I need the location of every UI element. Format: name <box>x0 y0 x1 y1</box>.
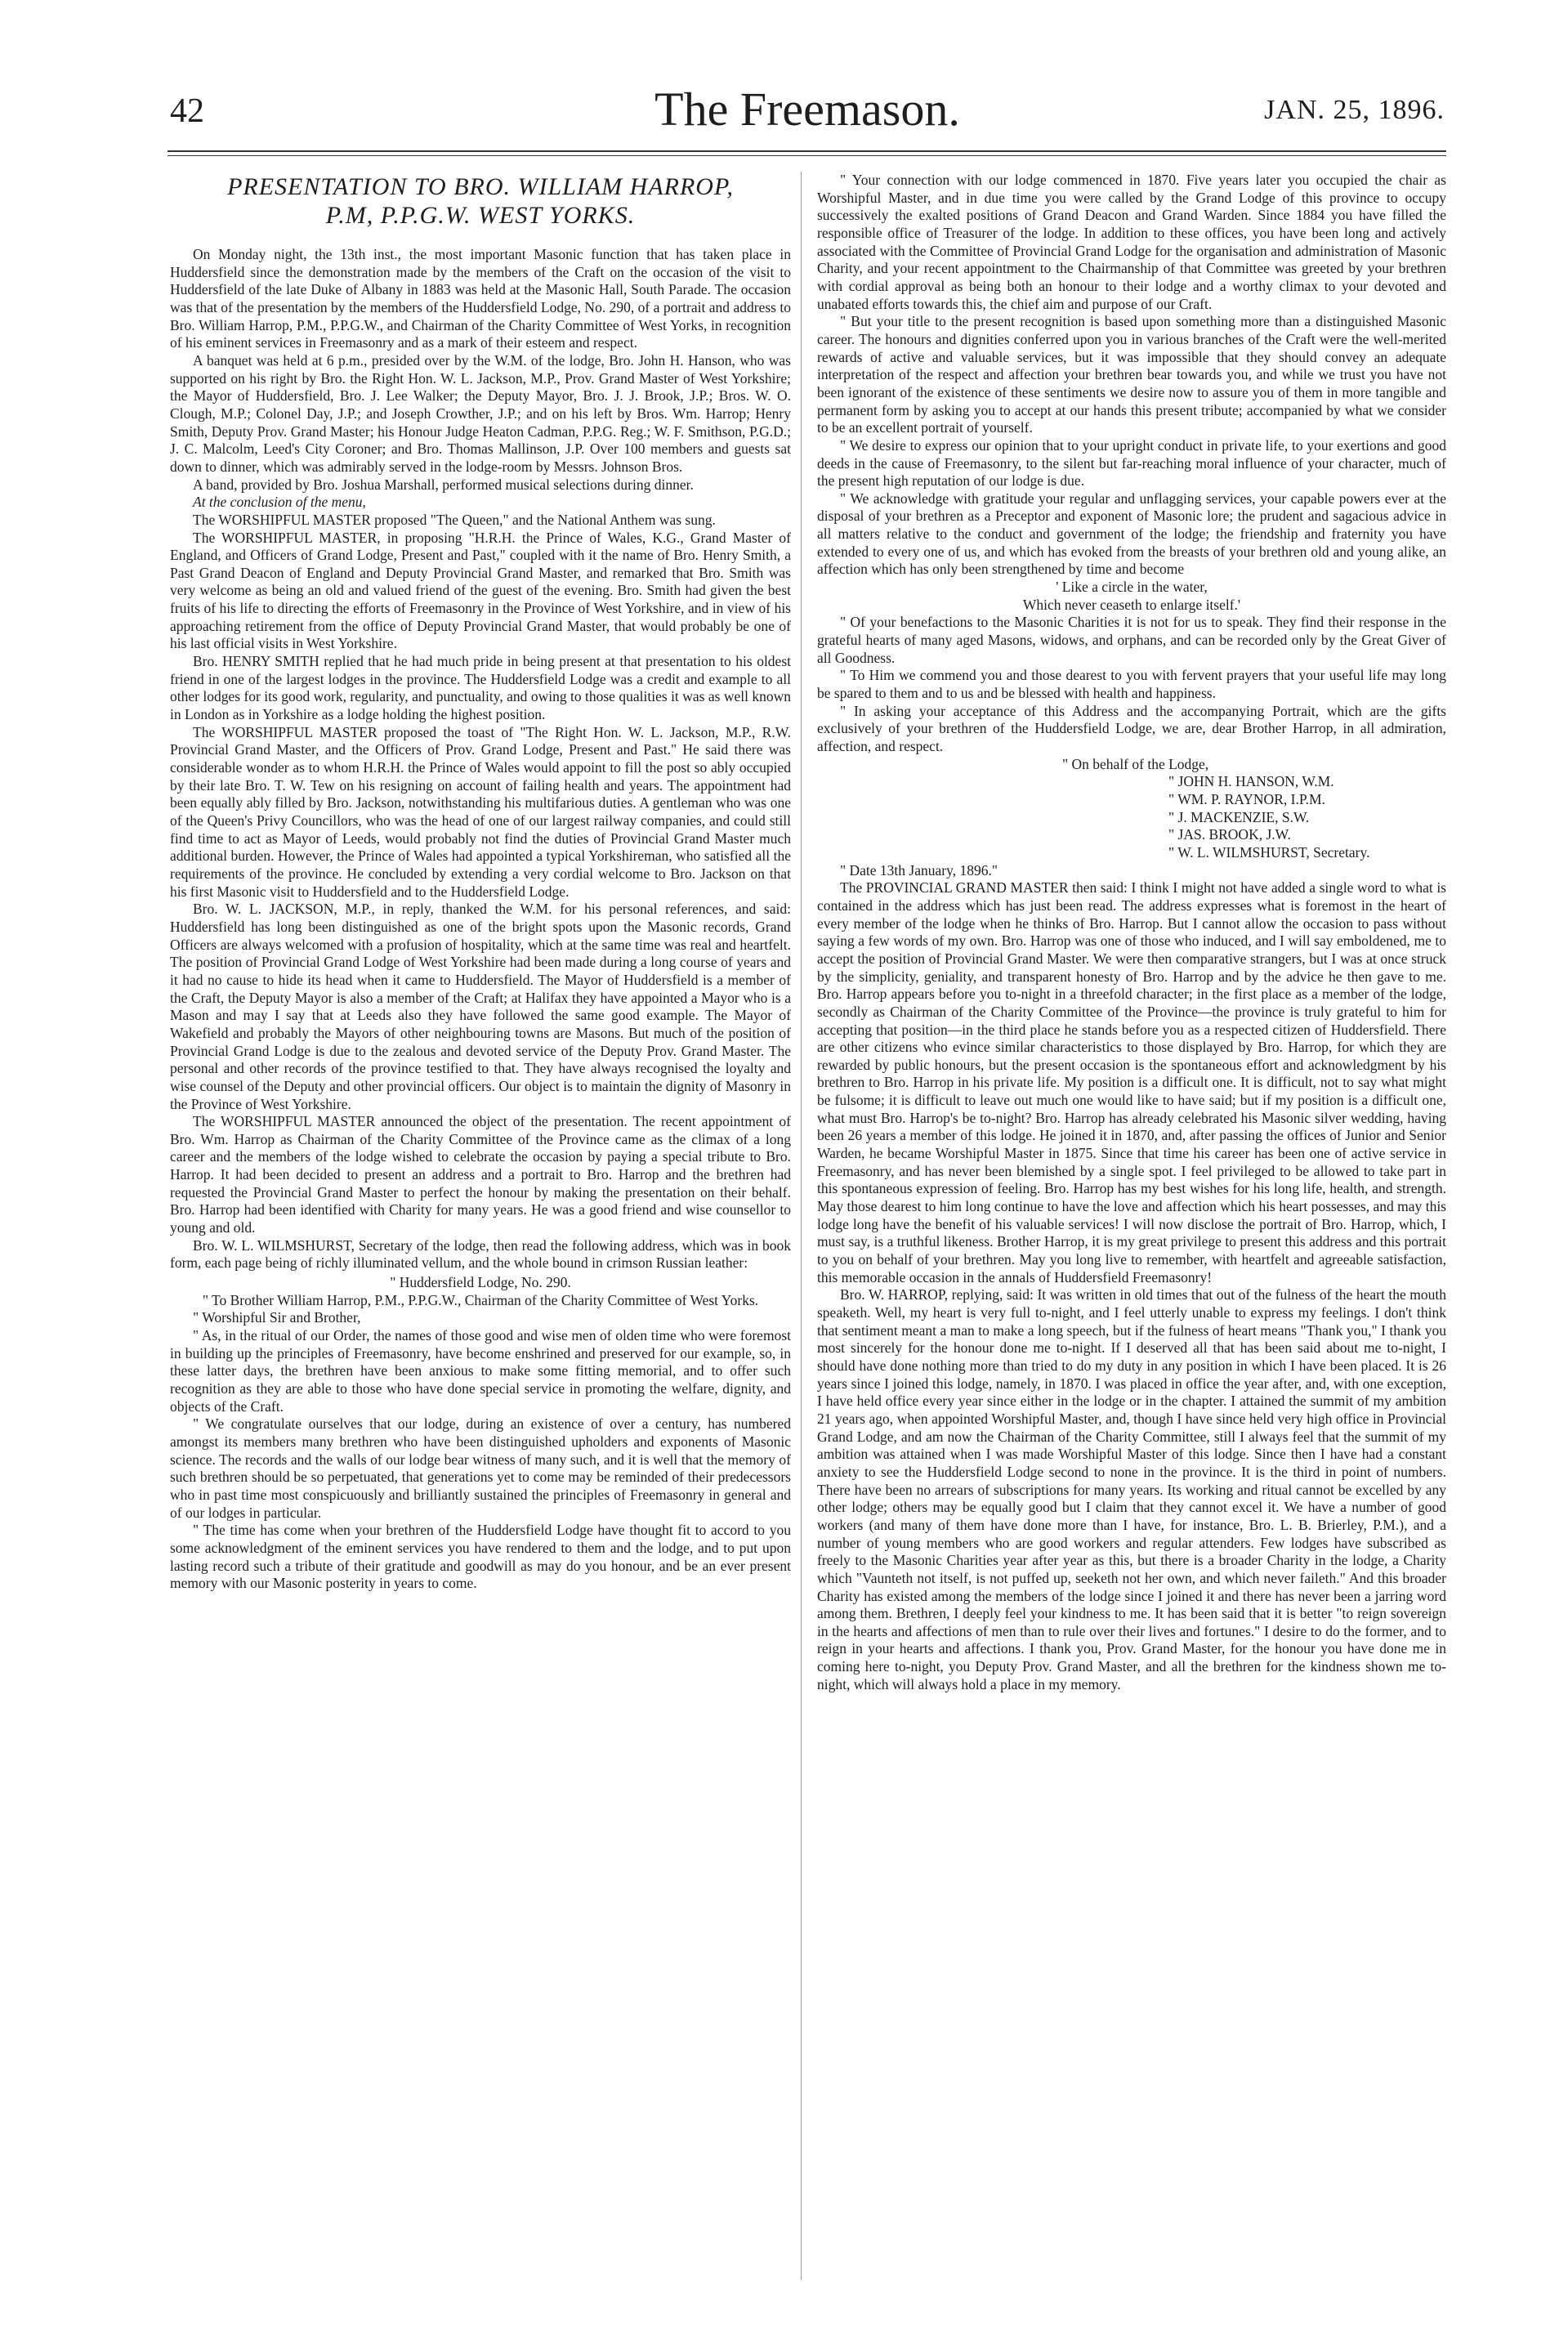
article-title <box>170 173 791 230</box>
address-date: " Date 13th January, 1896." <box>840 861 998 879</box>
paragraph: " We desire to express our opinion that to your upright conduct in private life, to your exertions and good deeds in the cause of Freemasonry, to the silent but far-reaching moral influence of your character, much of the present high reputation of our lodge is due. <box>817 436 1446 490</box>
signatory: " JOHN H. HANSON, W.M. <box>1168 773 1334 790</box>
signatory: " JAS. BROOK, J.W. <box>1168 826 1291 843</box>
signatory: " WM. P. RAYNOR, I.P.M. <box>1168 790 1325 807</box>
page-header <box>170 82 1445 147</box>
paragraph: The WORSHIPFUL MASTER, in proposing "H.R.H. the Prince of Wales, K.G., Grand Master of England, and Officers of Grand Lodge, Present and Past," coupled with it the name of Bro. Henry Smith, a Past Grand Deacon of England and Deputy Provincial Grand Master, and remarked that Bro. Smith was very welcome as being an old and valued friend of the guest of the evening. Bro. Smith had given the best fruits of his life to directing the efforts of Freemasonry in the Province of West Yorkshire, and in view of his approaching retirement from the office of Deputy Provincial Grand Master, that would probably be one of his last official visits in West Yorkshire. <box>170 529 791 652</box>
column-divider <box>801 172 802 2280</box>
left-column <box>170 172 791 2296</box>
header-rule <box>168 150 1446 152</box>
signatory: " J. MACKENZIE, S.W. <box>1168 808 1310 825</box>
paragraph: Bro. W. HARROP, replying, said: It was written in old times that out of the fulness of the heart the mouth speaketh. Well, my heart is very full to-night, and I feel utterly unable to express my feelings. I don't think that sentiment meant a man to make a long speech, but if the fulness of heart means "Thank you," I thank you most sincerely for the honour done me to-night. If I deserved all that has been said about me to-night, I should have done nothing more than tried to do my duty in any position in which I have been placed. It is 26 years since I joined this lodge, namely, in 1870. I was placed in office the year after, and, with one exception, I have held office every year since either in the lodge or in the chapter. I attained the summit of my ambition 21 years ago, when appointed Worshipful Master, and, though I have since held very high office in Provincial Grand Lodge, and am now the Chairman of the Charity Committee, still I always feel that the summit of my ambition was attained when I was made Worshipful Master of this lodge. Since then I have had a constant anxiety to see the Huddersfield Lodge second to none in the province. It is the third in point of numbers. There have been no arrears of subscriptions for many years. Its working and ritual cannot be excelled by any other lodge; others may be equally good but I claim that they cannot excel it. We have a number of good workers (and many of them have done more than I have, for instance, Bro. L. B. Brierley, P.M.), and a number of young members who are good workers and regular attenders. Few lodges have subscribed as freely to the Masonic Charities year after year as this, but there is a broader Charity in the lodge, a Charity which "Vaunteth not itself, is not puffed up, seeketh not her own, and which never faileth." And this broader Charity has existed among the members of the lodge since I joined it and there has never been a jarring word among them. Brethren, I deeply feel your kindness to me. It has been said that it is better "to reign sovereign in the hearts and affections of men than to rule over their lives and fortunes." I desire to do the former, and to reign in your hearts and affections. I thank you, Prov. Grand Master, for the honour you have done me in coming here to-night, you Deputy Prov. Grand Master, and all the brethren for the kindness shown me to-night, which will always hold a place in my memory. <box>817 1286 1446 1692</box>
page-number: 42 <box>170 92 204 130</box>
signatory-intro: " On behalf of the Lodge, <box>1062 755 1209 772</box>
paragraph: A band, provided by Bro. Joshua Marshall, performed musical selections during dinner. <box>193 476 694 493</box>
paragraph: On Monday night, the 13th inst., the most important Masonic function that has taken place in Huddersfield since the demonstration made by the members of the Craft on the occasion of the visit to Huddersfield of the late Duke of Albany in 1883 was held at the Masonic Hall, South Parade. The occasion was that of the presentation by the members of the Huddersfield Lodge, No. 290, of a portrait and address to Bro. William Harrop, P.M., P.P.G.W., and Chairman of the Charity Committee of West Yorks, in recognition of his eminent services in Freemasonry and as a mark of their esteem and respect. <box>170 246 791 351</box>
quote-line: ' Like a circle in the water, <box>1056 579 1208 596</box>
issue-date: JAN. 25, 1896. <box>1264 95 1445 125</box>
paragraph: At the conclusion of the menu, <box>193 494 366 511</box>
address-recipient: " To Brother William Harrop, P.M., P.P.G.W., Chairman of the Charity Committee of West Yorks. <box>202 1291 759 1308</box>
paragraph: The WORSHIPFUL MASTER proposed the toast of "The Right Hon. W. L. Jackson, M.P., R.W. Provincial Grand Master, and the Officers of Prov. Grand Lodge, Present and Past." He said there was considerable wonder as to whom H.R.H. the Prince of Wales would appoint to fill the post so ably occupied by their late Bro. T. W. Tew on his resigning on account of failing health and years. The appointment had been equally ably filled by Bro. Jackson, notwithstanding his multifarious duties. A gentleman who was one of the Queen's Privy Councillors, who was the head of one of our largest railway companies, and could still find time to act as Mayor of Leeds, would probably not find the duties of Provincial Grand Master much additional burden. However, the Prince of Wales had appointed a typical Yorkshireman, who satisfied all the requirements of the province. He concluded by extending a very cordial welcome to Bro. Jackson on that his first Masonic visit to Huddersfield and to the Huddersfield Lodge. <box>170 723 791 900</box>
article-title-line-1: PRESENTATION TO BRO. WILLIAM HARROP, <box>227 173 734 200</box>
paragraph: " To Him we commend you and those dearest to you with fervent prayers that your useful life may long be spared to them and to us and be blessed with health and happiness. <box>817 667 1446 702</box>
paragraph: The WORSHIPFUL MASTER proposed "The Queen," and the National Anthem was sung. <box>193 511 716 528</box>
address-salutation: " Worshipful Sir and Brother, <box>193 1309 361 1326</box>
paragraph: The WORSHIPFUL MASTER announced the object of the presentation. The recent appointment of Bro. Wm. Harrop as Chairman of the Charity Committee of the Province came as the climax of a long career and the members of the lodge wished to celebrate the occasion by paying a special tribute to Bro. Harrop. It had been decided to present an address and a portrait to Bro. Harrop and the brethren had requested the Provincial Grand Master to perfect the honour by making the presentation on their behalf. Bro. Harrop had been identified with Charity for many years. He was a good friend and wise counsellor to young and old. <box>170 1113 791 1236</box>
header-rule-thin <box>168 155 1446 156</box>
paragraph: " In asking your acceptance of this Address and the accompanying Portrait, which are the gifts exclusively of your brethren of the Huddersfield Lodge, we are, dear Brother Harrop, in all admiration, affection, and respect. <box>817 702 1446 754</box>
paragraph: Bro. HENRY SMITH replied that he had much pride in being present at that presentation to his oldest friend in one of the largest lodges in the province. The Huddersfield Lodge was a credit and example to all other lodges for its good work, regularity, and punctuality, and owing to those qualities it was as well known in London as in Yorkshire as a lodge holding the highest position. <box>170 653 791 723</box>
publication-title: The Freemason. <box>654 83 960 136</box>
paragraph: A banquet was held at 6 p.m., presided over by the W.M. of the lodge, Bro. John H. Hanson, who was supported on his right by Bro. the Right Hon. W. L. Jackson, M.P., Prov. Grand Master of West Yorkshire; the Mayor of Huddersfield, Bro. J. Lee Walker; the Deputy Mayor, Bro. J. J. Brook, J.P.; Bros. W. O. Clough, M.P.; Colonel Day, J.P.; and Joseph Crowther, J.P.; and on his left by Bros. Wm. Harrop; Henry Smith, Deputy Prov. Grand Master; his Honour Judge Heaton Cadman, P.P.G. Reg.; W. F. Smithson, P.G.D.; J. C. Malcolm, Leed's City Coroner; and Bro. Thomas Mallinson, J.P. Over 100 members and guests sat down to dinner, which was admirably served in the lodge-room by Messrs. Johnson Bros. <box>170 351 791 475</box>
paragraph: " As, in the ritual of our Order, the names of those good and wise men of olden time who were foremost in building up the principles of Freemasonry, have become enshrined and preserved for our example, so, in these latter days, the brethren have been anxious to make some fitting memorial, and to offer such recognition as they are able to those who have done special service in promoting the welfare, dignity, and objects of the Craft. <box>170 1327 791 1415</box>
address-heading: " Huddersfield Lodge, No. 290. <box>390 1274 571 1291</box>
paragraph: Bro. W. L. WILMSHURST, Secretary of the lodge, then read the following address, which was in book form, each page being of richly illuminated vellum, and the whole bound in crimson Russian leather: <box>170 1236 791 1272</box>
paragraph: The PROVINCIAL GRAND MASTER then said: I think I might not have added a single word to what is contained in the address which has just been read. The address expresses what is foremost in the heart of every member of the lodge when he thinks of Bro. Harrop. But I cannot allow the occasion to pass without saying a few words of my own. Bro. Harrop was one of those who induced, and I will say emboldened, me to accept the position of Provincial Grand Master. We were then comparative strangers, but I was at once struck by the simplicity, geniality, and transparent honesty of Bro. Harrop and by the advice he then gave to me. Bro. Harrop appears before you to-night in a threefold character; in the first place as a member of the lodge, secondly as Chairman of the Charity Committee of the Province—the province is truly grateful to him for accepting that position—in the third place he stands before you as a respected citizen of Huddersfield. There are other citizens who evince similar characteristics to those displayed by Bro. Harrop, for which they are rewarded by public honours, but the present occasion is the spontaneous effort and acknowledgment by his brethren to Bro. Harrop in his private life. My position is a difficult one. It is difficult, not to say what might be fulsome; it is difficult to leave out much one would like to have said; but if my position is a difficult one, what must Bro. Harrop's be to-night? Bro. Harrop has already celebrated his Masonic silver wedding, having been 26 years a member of this lodge. He joined it in 1870, and, after passing the offices of Junior and Senior Warden, he became Worshipful Master in 1875. Since that time his career has been one of active service in Freemasonry, and has never been blemished by a single spot. I feel privileged to be allowed to take part in this spontaneous expression of feeling. Bro. Harrop has my best wishes for his long life, health, and strength. May those dearest to him long continue to have the love and affection which his heart possesses, and may this lodge long have the benefit of his valuable services! I will now disclose the portrait of Bro. Harrop, which, I must say, is a truthful likeness. Brother Harrop, it is my great privilege to present this address and this portrait to you on behalf of your brethren. May you long live to remember, with heartfelt and agreeable satisfaction, this memorable occasion in the annals of Huddersfield Freemasonry! <box>817 879 1446 1285</box>
right-column <box>817 172 1446 2296</box>
signatory: " W. L. WILMSHURST, Secretary. <box>1168 843 1370 861</box>
paragraph: " We acknowledge with gratitude your regular and unflagging services, your capable powers ever at the disposal of your brethren as a Preceptor and exponent of Masonic lore; the prudent and sagacious advice in all matters relative to the conduct and government of the lodge; the friendship and fraternity you have extended to every one of us, and which has evoked from the breasts of your brethren old and young alike, an affection which has only been strengthened by time and become <box>817 490 1446 578</box>
paragraph: " The time has come when your brethren of the Huddersfield Lodge have thought fit to accord to you some acknowledgment of the eminent services you have rendered to them and the lodge, and to put upon lasting record such a tribute of their gratitude and goodwill as may do you honour, and be an ever present memory with our Masonic posterity in years to come. <box>170 1522 791 1592</box>
paragraph: " Your connection with our lodge commenced in 1870. Five years later you occupied the chair as Worshipful Master, and in due time you were called by the Grand Lodge of this province to occupy successively the exalted positions of Grand Deacon and Grand Warden. Since 1884 you have filled the responsible office of Treasurer of the lodge. In addition to these offices, you have been long and actively associated with the Committee of Provincial Grand Lodge for the organisation and administration of Masonic Charity, and your recent appointment to the Chairmanship of that Committee was greeted by your brethren with cordial approval as being both an honour to their lodge and a worthy climax to your devoted and unabated efforts towards this, the chief aim and purpose of our Craft. <box>817 172 1446 312</box>
paragraph: " Of your benefactions to the Masonic Charities it is not for us to speak. They find their response in the grateful hearts of many aged Masons, widows, and orphans, and can be recorded only by the Great Giver of all Goodness. <box>817 614 1446 666</box>
article-title-line-2: P.M, P.P.G.W. WEST YORKS. <box>325 201 636 229</box>
quote-line: Which never ceaseth to enlarge itself.' <box>1022 596 1241 613</box>
paragraph: " But your title to the present recognition is based upon something more than a distinguished Masonic career. The honours and dignities conferred upon you in various branches of the Craft were the well-merited rewards of active and valuable services, but it was impossible that they should convey an adequate interpretation of the respect and affection your brethren bear towards you, and while we trust you have not been ignorant of the existence of these sentiments we desire now to assure you of them in more tangible and permanent form by asking you to accept at our hands this present tribute; accompanied by what we consider to be an excellent portrait of yourself. <box>817 313 1446 436</box>
paragraph: Bro. W. L. JACKSON, M.P., in reply, thanked the W.M. for his personal references, and said: Huddersfield has long been distinguished as one of the bright spots upon the Masonic records, Grand Officers are always welcomed with a profusion of hospitality, which at the same time was real and heartfelt. The position of Provincial Grand Lodge of West Yorkshire had been made during a long course of years and it had no cause to hide its head when it came to Huddersfield. The Mayor of Huddersfield is a member of the Craft, the Deputy Mayor is also a member of the Craft; at Halifax they have appointed a Mayor who is a Mason and may I say that at Leeds also they have followed the same good example. The Mayor of Wakefield and probably the Mayors of other neighbouring towns are Masons. But much of the position of Provincial Grand Lodge is due to the zealous and devoted service of the Deputy Prov. Grand Master. The personal and other records of the province testified to that. They have always recognised the loyalty and wise counsel of the Deputy and other provincial officers. Our object is to maintain the dignity of Masonry in the Province of West Yorkshire. <box>170 901 791 1112</box>
paragraph: " We congratulate ourselves that our lodge, during an existence of over a century, has numbered amongst its members many brethren who have been distinguished upholders and exponents of Masonic science. The records and the walls of our lodge bear witness of many such, and it is well that the memory of such brethren should be so perpetuated, that generations yet to come may be reminded of their predecessors who in past time most conspicuously and brilliantly sustained the principles of Freemasonry in general and of our lodges in particular. <box>170 1415 791 1521</box>
